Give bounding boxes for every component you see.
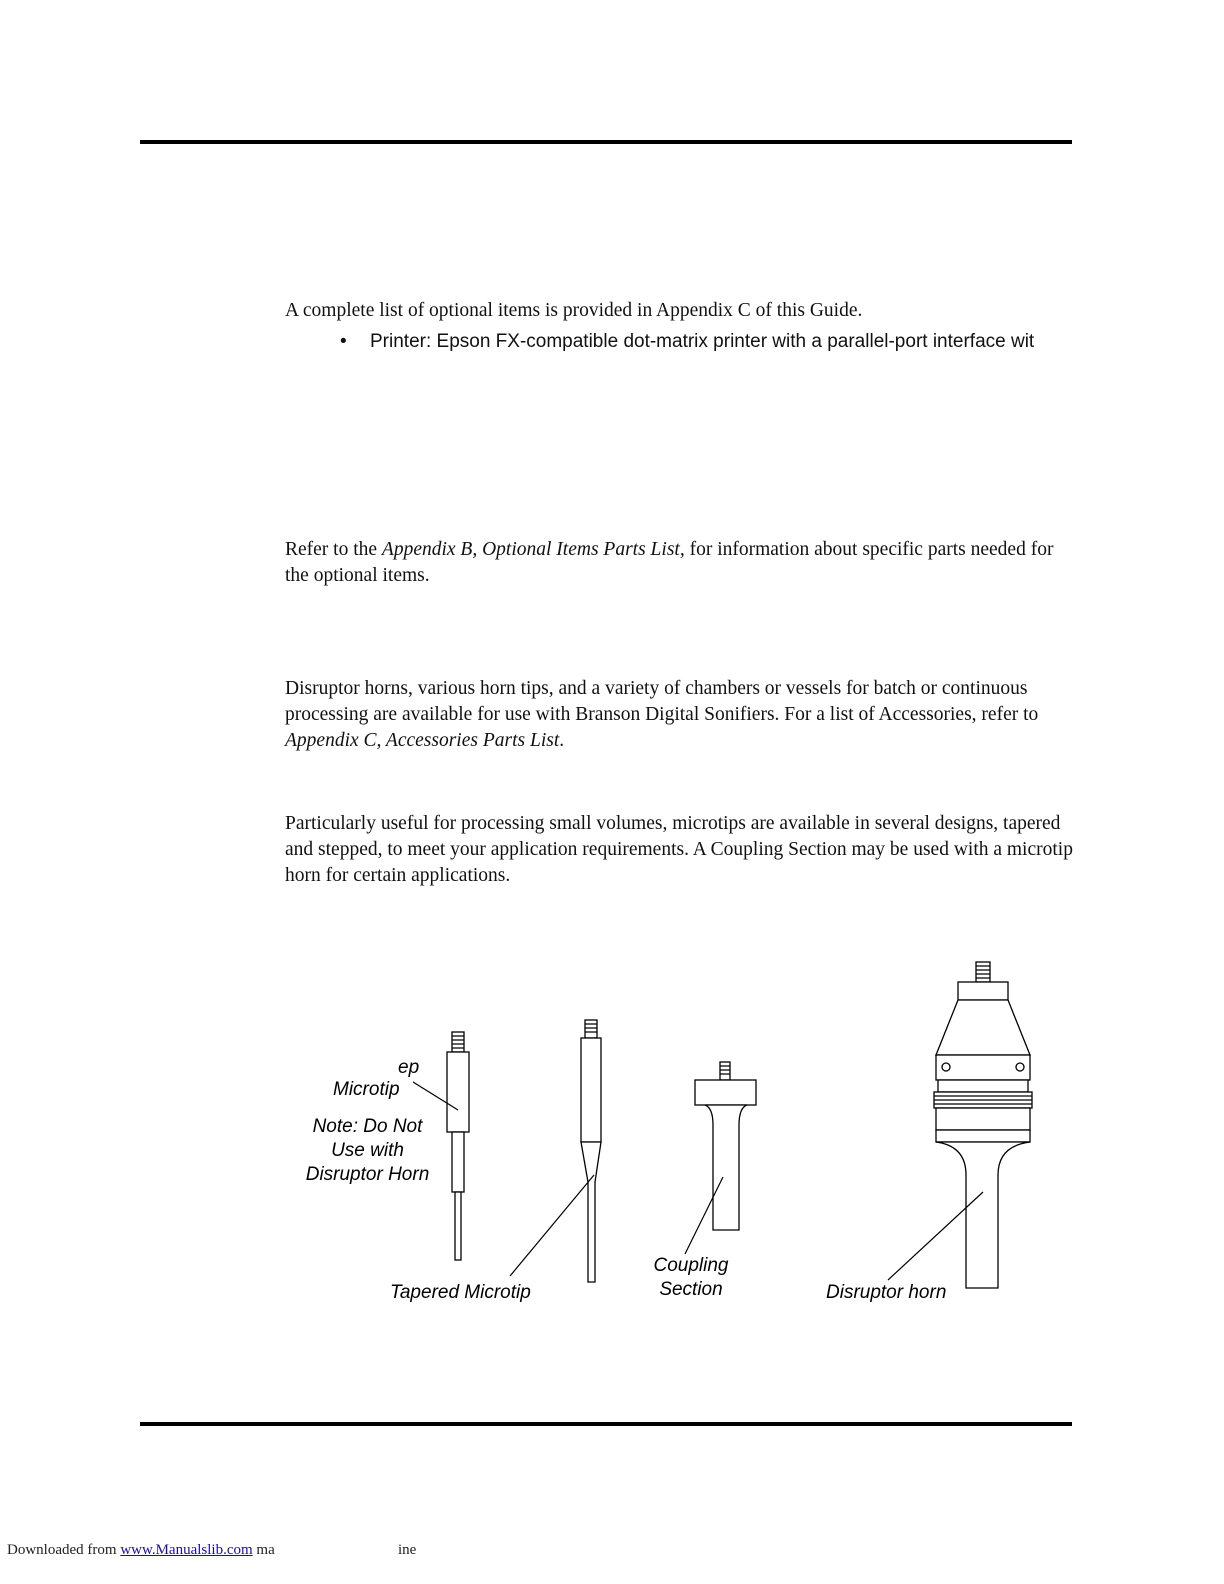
footer-end-fragment: ine xyxy=(398,1542,417,1558)
coupling-line-2: Section xyxy=(659,1279,723,1300)
stepped-label-fragment: ep xyxy=(398,1057,420,1078)
tapered-leader-line xyxy=(510,1175,594,1276)
coupling-section-drawing xyxy=(695,1062,756,1230)
intro-paragraph: A complete list of optional items is provided in Appendix C of this Guide. xyxy=(285,300,863,321)
note-line-2: Use with xyxy=(331,1140,404,1161)
coupling-section-label xyxy=(646,1254,736,1302)
stepped-microtip-label: Microtip xyxy=(333,1079,400,1100)
accessories-paragraph xyxy=(285,676,1075,754)
refer-appendix-b: Appendix B, Optional Items Parts List xyxy=(381,539,680,560)
microtips-paragraph: Particularly useful for processing small volumes, microtips are available in several designs, tapered and stepped, to meet your application requirements. A Coupling Section may be used with a microtip horn for certain applications. xyxy=(285,813,1073,886)
footer-mid: ma xyxy=(252,1542,275,1558)
disruptor-horn-drawing xyxy=(934,962,1032,1288)
horn-illustration xyxy=(0,950,1224,1330)
printer-bullet: Printer: Epson FX-compatible dot-matrix printer with a parallel-port interface wit xyxy=(370,331,1035,352)
footer-prefix: Downloaded from xyxy=(7,1542,121,1558)
horn-figure xyxy=(0,950,1224,1330)
disruptor-horn-label: Disruptor horn xyxy=(826,1282,947,1303)
disruptor-warning-note xyxy=(300,1115,435,1187)
leader-lines xyxy=(413,1082,983,1280)
footer-download xyxy=(7,1542,275,1559)
note-line-1: Note: Do Not xyxy=(312,1116,423,1137)
footer-rule xyxy=(140,1422,1072,1426)
accessories-suffix: . xyxy=(559,730,565,751)
header-rule xyxy=(140,140,1072,144)
note-line-3: Disruptor Horn xyxy=(305,1164,430,1185)
manualslib-link[interactable]: www.Manualslib.com xyxy=(120,1542,253,1558)
tapered-microtip-drawing xyxy=(581,1020,601,1282)
accessories-appendix-c: Appendix C, Accessories Parts List xyxy=(285,730,560,751)
accessories-text: Disruptor horns, various horn tips, and a variety of chambers or vessels for batch or continuous processing are available for use with Branson Digital Sonifiers. For a list of Accessories, refer to xyxy=(285,678,1039,725)
refer-suffix: , for information about specific parts needed for the optional items. xyxy=(285,539,1054,586)
refer-paragraph xyxy=(285,537,1075,589)
bullet-marker: • xyxy=(340,331,347,352)
coupling-line-1: Coupling xyxy=(653,1255,729,1276)
stepped-microtip-drawing xyxy=(447,1032,469,1260)
refer-prefix: Refer to the xyxy=(285,539,382,560)
tapered-microtip-label: Tapered Microtip xyxy=(390,1282,531,1303)
